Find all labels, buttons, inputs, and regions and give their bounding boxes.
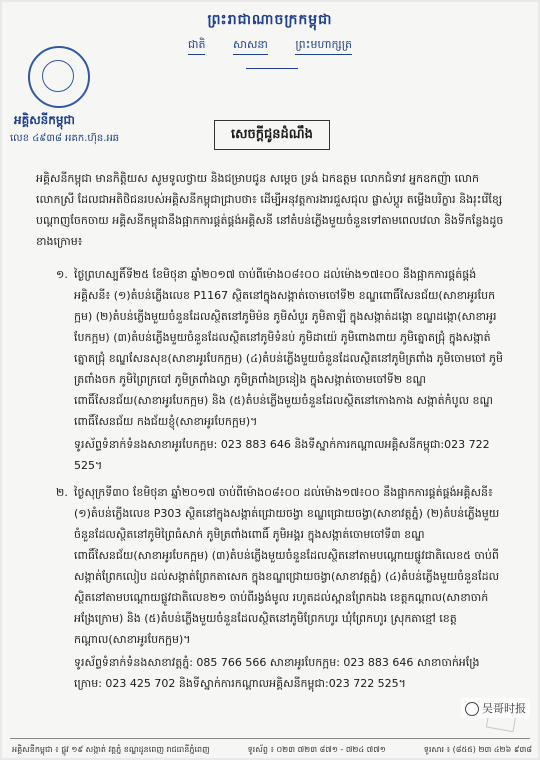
national-motto <box>2 38 538 55</box>
logo-emblem <box>42 60 74 92</box>
watermark-text: 吴哥时报 <box>482 702 526 715</box>
outage-list <box>56 264 504 700</box>
reference-number: លេខ ៤៩៣៨ អគក.ហ៊ុន.អឆ <box>10 133 120 144</box>
footer-address: អគ្គិសនីកម្ពុជា ៖ ផ្លូវ ១៩ សង្កាត់ វត្តភ្នំ ខណ្ឌដូនពេញ រាជធានីភ្នំពេញ <box>12 745 210 754</box>
list-item <box>56 482 504 694</box>
motto-religion: សាសនា <box>233 38 268 55</box>
item-text: ថ្ងៃសុក្រទី៣០ ខែមិថុនា ឆ្នាំ២០១៧ ចាប់ពីម៉ោង០៨៖០០ ដល់ម៉ោង១៧៖០០ នឹងផ្អាកការផ្គត់ផ្គង់អគ្គិសនី៖ (១)តំបន់ភ្លើងលេខ P303 ស្ថិតនៅក្នុងសង្កាត់ជ្រោយចង្វា ខណ្ឌជ្រោយចង្វា(សាខាវត្តភ្នំ) (២)តំបន់ភ្លើងមួយចំនួនដែលស្ថិតនៅភូមិព្រៃធំសាក់ ភូមិត្រពាំងពោធិ៍ ភូមិអង្គរ ក្នុងសង្កាត់ចោមចៅទី៣ ខណ្ឌពោធិ៍សែនជ័យ(សាខាអូរបែកក្អម) (៣)តំបន់ភ្លើងមួយចំនួនដែលស្ថិតនៅតាមបណ្តោយផ្លូវជាតិលេខ៥ ចាប់ពីសង្កាត់ព្រែកលៀប ដល់សង្កាត់ព្រែកតាសេក ក្នុងខណ្ឌជ្រោយចង្វា(សាខាវត្តភ្នំ) (៤)តំបន់ភ្លើងមួយចំនួនដែលស្ថិតនៅតាមបណ្តោយផ្លូវជាតិលេខ២១ ចាប់ពីរង្វង់មូល រហូតដល់ស្ពានព្រែកឯង ខេត្តកណ្តាល(សាខាចាក់អង្រែក្រោម) និង (៥)តំបន់ភ្លើងមួយចំនួនដែលស្ថិតនៅភូមិព្រែកហូរ ឃុំព្រែកហូរ ស្រុកតាខ្មៅ ខេត្តកណ្តាល(សាខាអូរបែកក្អម)។ <box>74 486 500 646</box>
footer-fax: ទូរសារ ៖ (៨៥៥) ២៣ ៤២៦ ៩៣៨ <box>423 745 532 754</box>
watermark <box>461 698 530 718</box>
footer-phone: ទូរស័ព្ទ ៖ ០២៣ ៧២៣ ៨៧១ - ៧២៤ ៧៧១ <box>247 745 386 754</box>
item-text: ថ្ងៃព្រហស្បតិ៍ទី២៥ ខែមិថុនា ឆ្នាំ២០១៧ ចាប់ពីម៉ោង០៨៖០០ ដល់ម៉ោង១៧៖០០ នឹងផ្អាកការផ្គត់ផ្គង់អគ្គិសនី៖ (១)តំបន់ភ្លើងលេខ P1167 ស្ថិតនៅក្នុងសង្កាត់ចោមចៅទី២ ខណ្ឌពោធិ៍សែនជ័យ(សាខាអូរបែកក្អម) (២)តំបន់ភ្លើងមួយចំនួនដែលស្ថិតនៅភូមិម៉ន ភូមិសំបួរ ភូមិតាឡី ក្នុងសង្កាត់ដង្កោ ខណ្ឌដង្កោ(សាខាអូរបែកក្អម) (៣)តំបន់ភ្លើងមួយចំនួនដែលស្ថិតនៅភូមិទំនប់ ភូមិដាយ៉េ ភូមិពោងពាយ ភូមិត្នោតជ្រុំ ក្នុងសង្កាត់ត្នោតជ្រុំ ខណ្ឌសែនសុខ(សាខាអូរបែកក្អម) (៤)តំបន់ភ្លើងមួយចំនួនដែលស្ថិតនៅភូមិត្រពាំង ភូមិចោមចៅ ភូមិត្រពាំងចក ភូមិព្រៃក្របៅ ភូមិត្រពាំងល្វា ភូមិត្រពាំងច្រនៀង ក្នុងសង្កាត់ចោមចៅទី២ ខណ្ឌពោធិ៍សែនជ័យ(សាខាអូរបែកក្អម) និង (៥)តំបន់ភ្លើងមួយចំនួនដែលស្ថិតនៅកោងកាង សង្កាត់កំបូល ខណ្ឌពោធិ៍សែនជ័យ កងជ័យខ្ញុំ(សាខាអូរបែកក្អម)។ <box>74 268 503 428</box>
document-title: សេចក្តីជូនដំណឹង <box>214 120 330 150</box>
item-number: ២. <box>56 486 68 499</box>
footer-divider <box>10 738 530 739</box>
list-item <box>56 264 504 476</box>
document-page <box>2 2 538 758</box>
kingdom-heading: ព្រះរាជាណាចក្រកម្ពុជា <box>207 12 333 28</box>
ornament-divider <box>246 58 298 69</box>
edc-logo-icon <box>28 46 90 108</box>
organization-name: អគ្គិសនីកម្ពុជា <box>14 113 75 127</box>
contact-phones: ទូរស័ព្ទទំនាក់ទំនងសាខាវត្តភ្នំ: 085 766 566 សាខាអូរបែកក្អម: 023 883 646 សាខាចាក់អង្រែក្រោម: 023 425 702 និងទីស្នាក់ការកណ្តាលអគ្គិសនីកម្ពុជា:023 722 525។ <box>74 656 480 690</box>
contact-phones: ទូរស័ព្ទទំនាក់ទំនងសាខាអូរបែកក្អម: 023 883 646 និងទីស្នាក់ការកណ្តាលអគ្គិសនីកម្ពុជា:023 722 525។ <box>74 438 490 472</box>
motto-nation: ជាតិ <box>188 38 205 55</box>
wechat-icon <box>465 702 479 716</box>
item-number: ១. <box>56 268 68 281</box>
motto-king: ព្រះមហាក្សត្រ <box>295 38 352 55</box>
intro-paragraph: អគ្គិសនីកម្ពុជា មានកិត្តិយស សូមទូលថ្វាយ និងជម្រាបជូន សម្តេច ទ្រង់ ឯកឧត្តម លោកជំទាវ អ្នកឧកញ៉ា លោក លោកស្រី ដែលជាអតិថិជនរបស់អគ្គិសនីកម្ពុជាជ្រាបថា៖ ដើម្បីអនុវត្តការងារជួសជុល ផ្លាស់ប្តូរ តម្លើងបរិក្ខារ និងរុះរើខ្សែបណ្តាញចែកចាយ អគ្គិសនីកម្ពុជានឹងផ្អាកការផ្គត់ផ្គង់អគ្គិសនី នៅតំបន់ភ្លើងមួយចំនួនទៅតាមពេលវេលា និងទីកន្លែងដូចខាងក្រោម៖ <box>36 172 504 248</box>
footer <box>12 744 532 756</box>
